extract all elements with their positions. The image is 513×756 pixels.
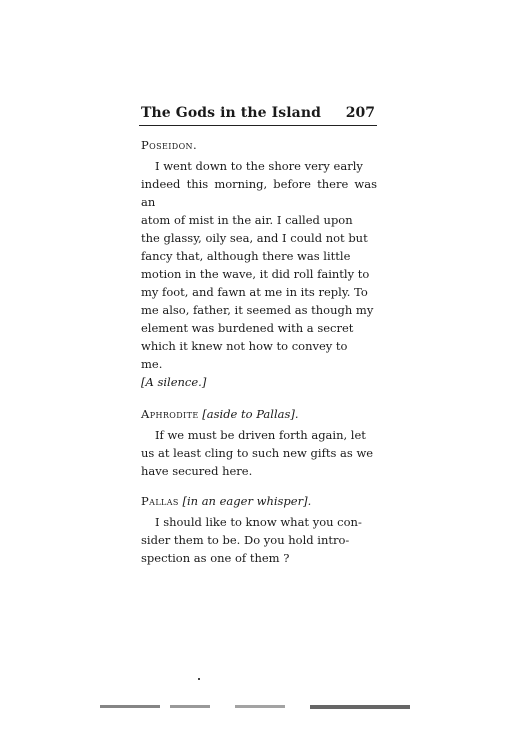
scan-artifact-bar [310, 705, 410, 709]
text-line: the glassy, oily sea, and I could not but [141, 231, 368, 245]
stage-direction-silence: [A silence.] [141, 375, 207, 389]
scan-artifact-bar [170, 705, 210, 708]
text-line: atom of mist in the air. I called upon [141, 213, 353, 227]
text-line: sider them to be. Do you hold intro- [141, 533, 350, 547]
aphrodite-speech [139, 426, 377, 480]
text-line: have secured here. [141, 464, 253, 478]
scan-artifact-bar [235, 705, 285, 708]
scan-speck [198, 678, 200, 680]
text-line: element was burdened with a secret [141, 321, 354, 335]
text-line: me also, father, it seemed as though my [141, 303, 374, 317]
pallas-speech [139, 513, 377, 567]
scan-artifact-bar [100, 705, 160, 708]
book-page [139, 105, 377, 567]
text-line: indeed this morning, before there was an [141, 177, 377, 209]
speaker-aphrodite-line [139, 405, 377, 423]
text-line: motion in the wave, it did roll faintly to [141, 267, 370, 281]
text-line: which it knew not how to convey to [141, 339, 348, 353]
speaker-pallas: Pallas [141, 494, 179, 508]
running-title: The Gods in the Island [141, 105, 322, 121]
text-line: I went down to the shore very early [155, 159, 363, 173]
speaker-pallas-line [139, 492, 377, 510]
stage-direction-aphrodite: [aside to Pallas]. [202, 407, 299, 421]
stage-direction-pallas: [in an eager whisper]. [182, 494, 312, 508]
text-line: me. [141, 357, 163, 371]
page-header [139, 105, 377, 126]
speaker-aphrodite: Aphrodite [141, 407, 199, 421]
text-line: us at least cling to such new gifts as we [141, 446, 374, 460]
text-line: If we must be driven forth again, let [155, 428, 366, 442]
text-line: my foot, and fawn at me in its reply. To [141, 285, 368, 299]
poseidon-speech [139, 157, 377, 373]
speaker-poseidon: Poseidon. [141, 138, 198, 152]
page-number: 207 [345, 105, 375, 121]
text-line: I should like to know what you con- [155, 515, 362, 529]
text-line: fancy that, although there was little [141, 249, 351, 263]
text-line: spection as one of them ? [141, 551, 290, 565]
